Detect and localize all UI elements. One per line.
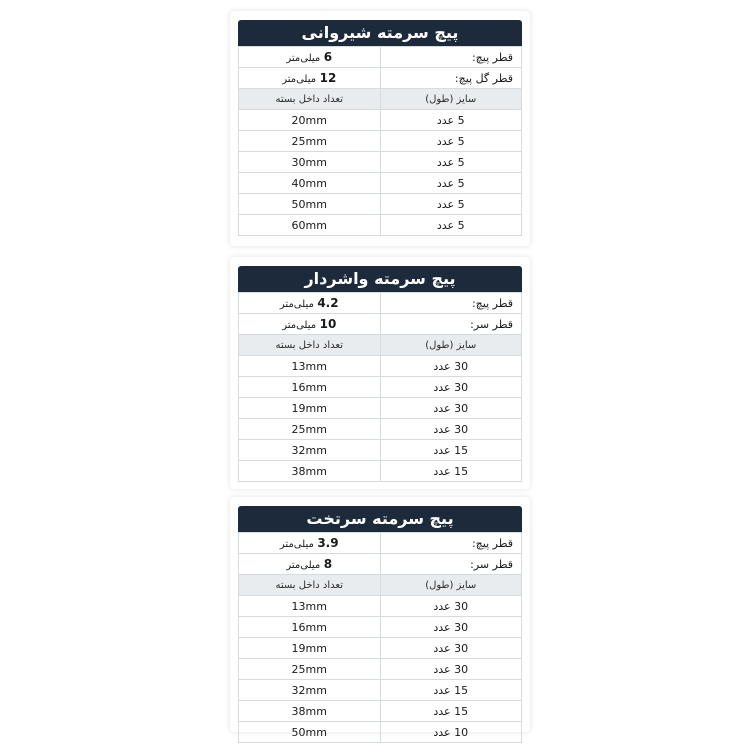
column-header-row xyxy=(239,575,522,596)
column-header-size: سایز (طول) xyxy=(380,335,522,356)
size-cell: 30mm xyxy=(239,152,381,173)
table-row xyxy=(239,173,522,194)
table-row xyxy=(239,194,522,215)
spec-table xyxy=(238,46,522,236)
table-row xyxy=(239,419,522,440)
size-cell: 50mm xyxy=(239,194,381,215)
spec-label: قطر سر: xyxy=(380,554,522,575)
spec-number: 10 xyxy=(319,317,337,331)
spec-value xyxy=(239,47,381,68)
size-cell: 32mm xyxy=(239,680,381,701)
spec-unit: میلی‌متر xyxy=(279,299,314,310)
size-cell: 25mm xyxy=(239,419,381,440)
size-cell: 40mm xyxy=(239,173,381,194)
spec-value xyxy=(239,314,381,335)
qty-cell: 30 عدد xyxy=(380,356,522,377)
table-row xyxy=(239,110,522,131)
column-header-row xyxy=(239,335,522,356)
qty-cell: 30 عدد xyxy=(380,617,522,638)
qty-cell: 5 عدد xyxy=(380,173,522,194)
qty-cell: 15 عدد xyxy=(380,701,522,722)
size-cell: 19mm xyxy=(239,398,381,419)
spec-label: قطر پیچ: xyxy=(380,293,522,314)
spec-table xyxy=(238,292,522,482)
product-card-flat-head-screw xyxy=(230,497,530,739)
spec-unit: میلی‌متر xyxy=(279,539,314,550)
column-header-qty: تعداد داخل بسته xyxy=(239,335,381,356)
qty-cell: 5 عدد xyxy=(380,215,522,236)
spec-unit: میلی‌متر xyxy=(282,74,317,85)
table-row xyxy=(239,659,522,680)
card-title: پیچ سرمته سرتخت xyxy=(238,506,522,532)
qty-cell: 15 عدد xyxy=(380,461,522,482)
table-row xyxy=(239,152,522,173)
size-cell: 20mm xyxy=(239,110,381,131)
spec-label: قطر گل پیچ: xyxy=(380,68,522,89)
card-title: پیچ سرمته شیروانی xyxy=(238,20,522,46)
spec-row xyxy=(239,314,522,335)
column-header-row xyxy=(239,89,522,110)
column-header-qty: تعداد داخل بسته xyxy=(239,89,381,110)
spec-row xyxy=(239,293,522,314)
spec-number: 6 xyxy=(323,50,333,64)
qty-cell: 30 عدد xyxy=(380,377,522,398)
spec-number: 12 xyxy=(319,71,337,85)
table-row xyxy=(239,398,522,419)
spec-unit: میلی‌متر xyxy=(286,53,321,64)
qty-cell: 5 عدد xyxy=(380,131,522,152)
table-row xyxy=(239,461,522,482)
table-row xyxy=(239,596,522,617)
spec-row xyxy=(239,554,522,575)
column-header-size: سایز (طول) xyxy=(380,575,522,596)
qty-cell: 30 عدد xyxy=(380,638,522,659)
qty-cell: 5 عدد xyxy=(380,194,522,215)
table-row xyxy=(239,377,522,398)
size-cell: 60mm xyxy=(239,215,381,236)
spec-row xyxy=(239,533,522,554)
column-header-size: سایز (طول) xyxy=(380,89,522,110)
spec-number: 3.9 xyxy=(317,536,339,550)
table-row xyxy=(239,701,522,722)
size-cell: 38mm xyxy=(239,461,381,482)
table-row xyxy=(239,440,522,461)
table-row xyxy=(239,356,522,377)
column-header-qty: تعداد داخل بسته xyxy=(239,575,381,596)
table-row xyxy=(239,215,522,236)
size-cell: 50mm xyxy=(239,722,381,743)
qty-cell: 30 عدد xyxy=(380,398,522,419)
table-row xyxy=(239,722,522,743)
spec-unit: میلی‌متر xyxy=(282,320,317,331)
qty-cell: 5 عدد xyxy=(380,152,522,173)
product-card-washer-screw xyxy=(230,257,530,489)
qty-cell: 15 عدد xyxy=(380,680,522,701)
spec-unit: میلی‌متر xyxy=(286,560,321,571)
spec-row xyxy=(239,68,522,89)
spec-value xyxy=(239,293,381,314)
spec-number: 8 xyxy=(323,557,333,571)
size-cell: 16mm xyxy=(239,617,381,638)
spec-label: قطر سر: xyxy=(380,314,522,335)
size-cell: 13mm xyxy=(239,356,381,377)
qty-cell: 30 عدد xyxy=(380,659,522,680)
size-cell: 19mm xyxy=(239,638,381,659)
spec-value xyxy=(239,533,381,554)
qty-cell: 30 عدد xyxy=(380,596,522,617)
qty-cell: 5 عدد xyxy=(380,110,522,131)
qty-cell: 30 عدد xyxy=(380,419,522,440)
spec-row xyxy=(239,47,522,68)
size-cell: 25mm xyxy=(239,659,381,680)
spec-value xyxy=(239,68,381,89)
card-title: پیچ سرمته واشردار xyxy=(238,266,522,292)
spec-label: قطر پیچ: xyxy=(380,47,522,68)
size-cell: 25mm xyxy=(239,131,381,152)
size-cell: 32mm xyxy=(239,440,381,461)
spec-label: قطر پیچ: xyxy=(380,533,522,554)
qty-cell: 15 عدد xyxy=(380,440,522,461)
qty-cell: 10 عدد xyxy=(380,722,522,743)
table-row xyxy=(239,617,522,638)
table-row xyxy=(239,131,522,152)
size-cell: 13mm xyxy=(239,596,381,617)
table-row xyxy=(239,638,522,659)
size-cell: 16mm xyxy=(239,377,381,398)
table-row xyxy=(239,680,522,701)
size-cell: 38mm xyxy=(239,701,381,722)
spec-table xyxy=(238,532,522,743)
spec-value xyxy=(239,554,381,575)
product-card-gable-screw xyxy=(230,11,530,246)
spec-number: 4.2 xyxy=(317,296,339,310)
